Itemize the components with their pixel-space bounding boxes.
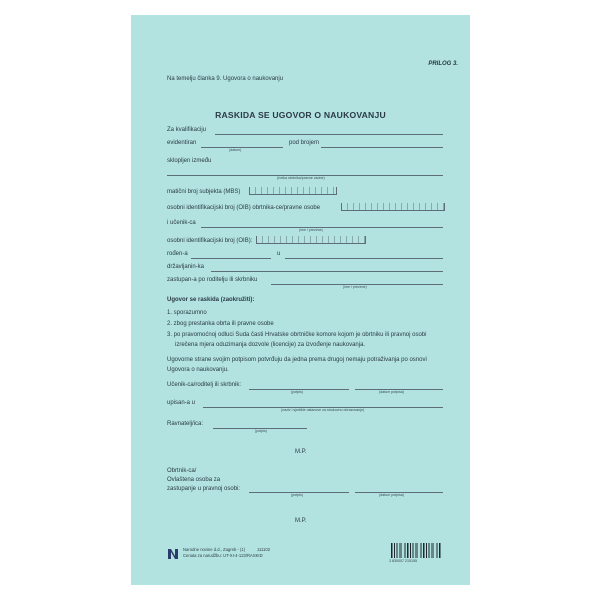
barcode-digits: 3 830007 215155	[389, 559, 417, 563]
form-number: 111102	[257, 547, 271, 552]
oib-boxes[interactable]	[256, 236, 366, 244]
guardian-name-hint: (ime i prezime)	[343, 285, 367, 289]
publisher-name: Narodne novine d.d., Zagreb - (1)	[183, 547, 246, 552]
principal-signature-hint: (potpis)	[255, 429, 267, 433]
stamp-place-employer: M.P.	[295, 518, 307, 524]
document-title: RASKIDA SE UGOVOR O NAUKOVANJU	[215, 110, 386, 120]
registered-label: evidentiran	[167, 140, 197, 146]
confirmation-text: Ugovora o naukovanju.	[167, 367, 229, 373]
form-sheet	[131, 15, 470, 585]
oib-company-boxes[interactable]	[341, 203, 445, 211]
employer-signature-date-hint: (datum potpisa)	[379, 493, 404, 497]
signature-hint: (potpis)	[291, 390, 303, 394]
order-code: Cenata za narudžbu: UT-XI-4-123/RASKID	[183, 553, 263, 558]
apprentice-label: i učenik-ca	[167, 220, 196, 226]
reason-item[interactable]: 3. po pravomoćnoj odluci Suda časti Hrvatske obrtničke komore kojom je obrtniku ili pravnoj osobi	[167, 332, 427, 338]
confirmation-text: Ugovorne strane svojim potpisom potvrđuju da jedna prema drugoj nemaju potraživanja po osnovi	[167, 357, 427, 363]
reasons-heading: Ugovor se raskida (zaokružiti):	[167, 297, 255, 303]
employer-label: Obrtnik-ca/	[167, 468, 197, 474]
principal-label: Ravnatelj/ica:	[167, 421, 204, 427]
intro-text: Na temelju članka 9. Ugovora o naukovanju	[167, 76, 284, 82]
employer-signature-hint: (potpis)	[291, 493, 303, 497]
barcode	[391, 543, 441, 558]
stamp-place-school: M.P.	[295, 449, 307, 455]
appendix-label: PRILOG 3.	[428, 61, 458, 67]
concluded-label: sklopljen između	[167, 158, 212, 164]
signature-date-hint: (datum potpisa)	[379, 390, 404, 394]
school-hint: (naziv i sjedište ustanove za strukovno obrazovanje)	[281, 408, 365, 412]
oib-company-label: osobni identifikacijski broj (OIB) obrtnika-ce/pravne osobe	[167, 205, 321, 211]
citizen-label: državljanin-ka	[167, 264, 205, 270]
company-hint: (tvrtka obrtnika/pravne osobe)	[277, 176, 325, 180]
mbs-label: matični broj subjekta (MBS)	[167, 189, 241, 195]
name-hint: (ime i prezime)	[299, 228, 323, 232]
mbs-boxes[interactable]	[249, 187, 337, 195]
guardian-label: zastupan-a po roditelju ili skrbniku	[167, 277, 258, 283]
citizenship-field[interactable]	[211, 271, 443, 272]
oib-label: osobni identifikacijski broj (OIB):	[167, 238, 253, 244]
reason-item[interactable]: 1. sporazumno	[167, 310, 207, 316]
born-label: rođen-a	[167, 251, 188, 257]
born-in-label: u	[277, 251, 281, 257]
apprentice-signature-label: Učenik-ca/roditelj ili skrbnik:	[167, 382, 242, 388]
registered-date-field[interactable]	[201, 147, 283, 148]
publisher-logo-icon	[167, 548, 179, 560]
qualification-field[interactable]	[215, 134, 443, 135]
employer-label: Ovlaštena osoba za	[167, 477, 221, 483]
born-place-field[interactable]	[285, 258, 443, 259]
reason-item[interactable]: 2. zbog prestanka obrta ili pravne osobe	[167, 321, 274, 327]
employer-label: zastupanje u pravnoj osobi:	[167, 486, 241, 492]
enrolled-label: upisan-a u	[167, 400, 196, 406]
number-field[interactable]	[321, 147, 443, 148]
qualification-label: Za kvalifikaciju	[167, 127, 207, 133]
reason-item-continuation: izrečena mjera oduzimanja dozvole (licencije) za izvođenje naukovanja.	[175, 342, 366, 348]
date-hint: (datum)	[229, 148, 242, 152]
born-date-field[interactable]	[191, 258, 271, 259]
number-label: pod brojem	[289, 140, 320, 146]
